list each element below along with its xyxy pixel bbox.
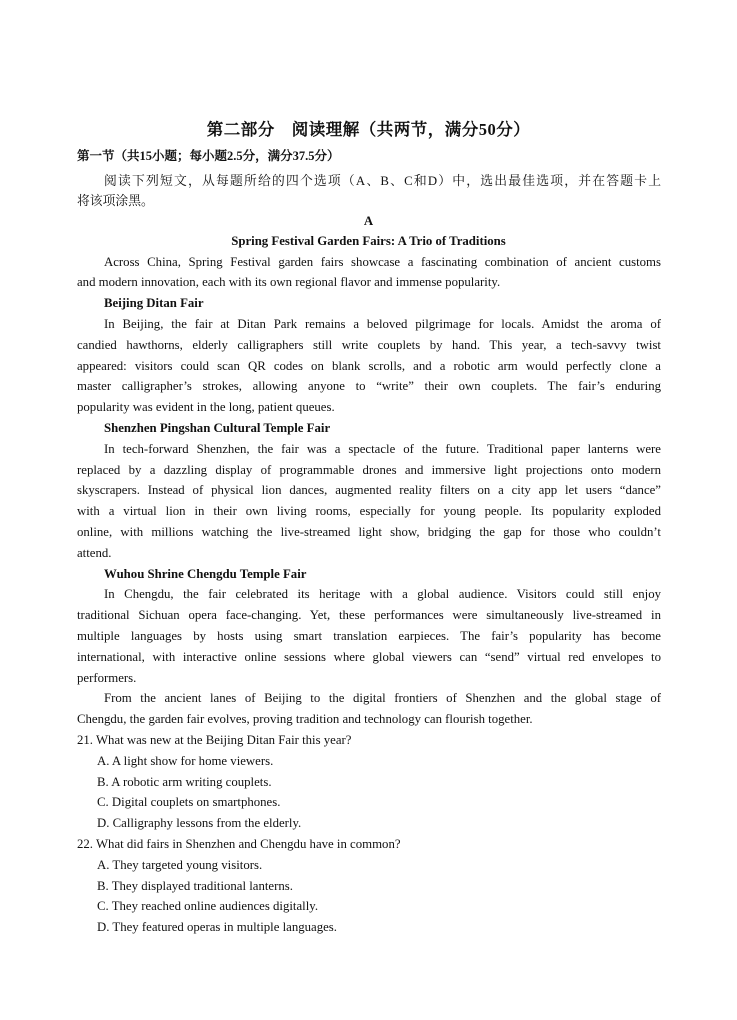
paragraph-line: multiple languages by hosts using smart translation earpieces. The fair’s popularity has become	[77, 629, 661, 643]
instruction-line: 阅读下列短文，从每题所给的四个选项（A、B、C和D）中，选出最佳选项，并在答题卡上	[104, 174, 661, 188]
conclusion-line: Chengdu, the garden fair evolves, proving tradition and technology can flourish together.	[77, 712, 533, 726]
question-21-stem: 21. What was new at the Beijing Ditan Fair this year?	[77, 733, 352, 747]
intro-line: Across China, Spring Festival garden fairs showcase a fascinating combination of ancient customs	[104, 255, 661, 269]
paragraph-line: In tech-forward Shenzhen, the fair was a spectacle of the future. Traditional paper lanterns were	[104, 442, 661, 456]
instruction-line: 将该项涂黑。	[77, 194, 154, 208]
question-22-stem: 22. What did fairs in Shenzhen and Chengdu have in common?	[77, 837, 401, 851]
question-22-option-c[interactable]: C. They reached online audiences digitally.	[97, 899, 319, 913]
paragraph-line: In Beijing, the fair at Ditan Park remains a beloved pilgrimage for locals. Amidst the aroma of	[104, 317, 661, 331]
paragraph-line: master calligrapher’s strokes, allowing anyone to “write” their own couplets. The fair’s enduring	[77, 379, 661, 393]
passage-title: Spring Festival Garden Fairs: A Trio of Traditions	[231, 234, 506, 248]
conclusion-line: From the ancient lanes of Beijing to the digital frontiers of Shenzhen and the global stage of	[104, 691, 661, 705]
paragraph-line: replaced by a dazzling display of programmable drones and immersive light projections onto modern	[77, 463, 661, 477]
paragraph-line: international, with interactive online sessions where global viewers can “send” virtual red envelopes to	[77, 650, 661, 664]
paragraph-line: skyscrapers. Instead of physical lion dances, augmented reality filters on a city app let users “dance”	[77, 483, 661, 497]
section-heading-chengdu: Wuhou Shrine Chengdu Temple Fair	[104, 567, 307, 581]
paragraph-line: popularity was evident in the long, patient queues.	[77, 400, 335, 414]
passage-label: A	[363, 214, 374, 228]
intro-line: and modern innovation, each with its own regional flavor and immense popularity.	[77, 275, 501, 289]
question-21-option-d[interactable]: D. Calligraphy lessons from the elderly.	[97, 816, 302, 830]
question-21-option-a[interactable]: A. A light show for home viewers.	[97, 754, 274, 768]
question-22-option-b[interactable]: B. They displayed traditional lanterns.	[97, 879, 293, 893]
paragraph-line: performers.	[77, 671, 137, 685]
paragraph-line: with a virtual lion in their own living rooms, especially for young people. Its popularity exploded	[77, 504, 661, 518]
part-title: 第二部分 阅读理解（共两节，满分50分）	[206, 120, 531, 139]
paragraph-line: traditional Sichuan opera face-changing. Yet, these performances were simultaneously live-streamed in	[77, 608, 661, 622]
question-21-option-c[interactable]: C. Digital couplets on smartphones.	[97, 795, 281, 809]
question-21-option-b[interactable]: B. A robotic arm writing couplets.	[97, 775, 272, 789]
paragraph-line: online, with millions watching the live-streamed light show, bridging the gap for those who couldn’t	[77, 525, 661, 539]
section-heading-shenzhen: Shenzhen Pingshan Cultural Temple Fair	[104, 421, 331, 435]
paragraph-line: appeared: visitors could scan QR codes on blank scrolls, and a robotic arm would perfectly clone a	[77, 359, 661, 373]
paragraph-line: candied hawthorns, elderly calligraphers still write couplets by hand. This year, a tech-savvy twist	[77, 338, 661, 352]
paragraph-line: attend.	[77, 546, 112, 560]
question-22-option-a[interactable]: A. They targeted young visitors.	[97, 858, 263, 872]
section-heading-beijing: Beijing Ditan Fair	[104, 296, 204, 310]
question-22-option-d[interactable]: D. They featured operas in multiple languages.	[97, 920, 337, 934]
paragraph-line: In Chengdu, the fair celebrated its heritage with a global audience. Visitors could still enjoy	[104, 587, 661, 601]
section-title: 第一节（共15小题；每小题2.5分，满分37.5分）	[77, 149, 340, 163]
